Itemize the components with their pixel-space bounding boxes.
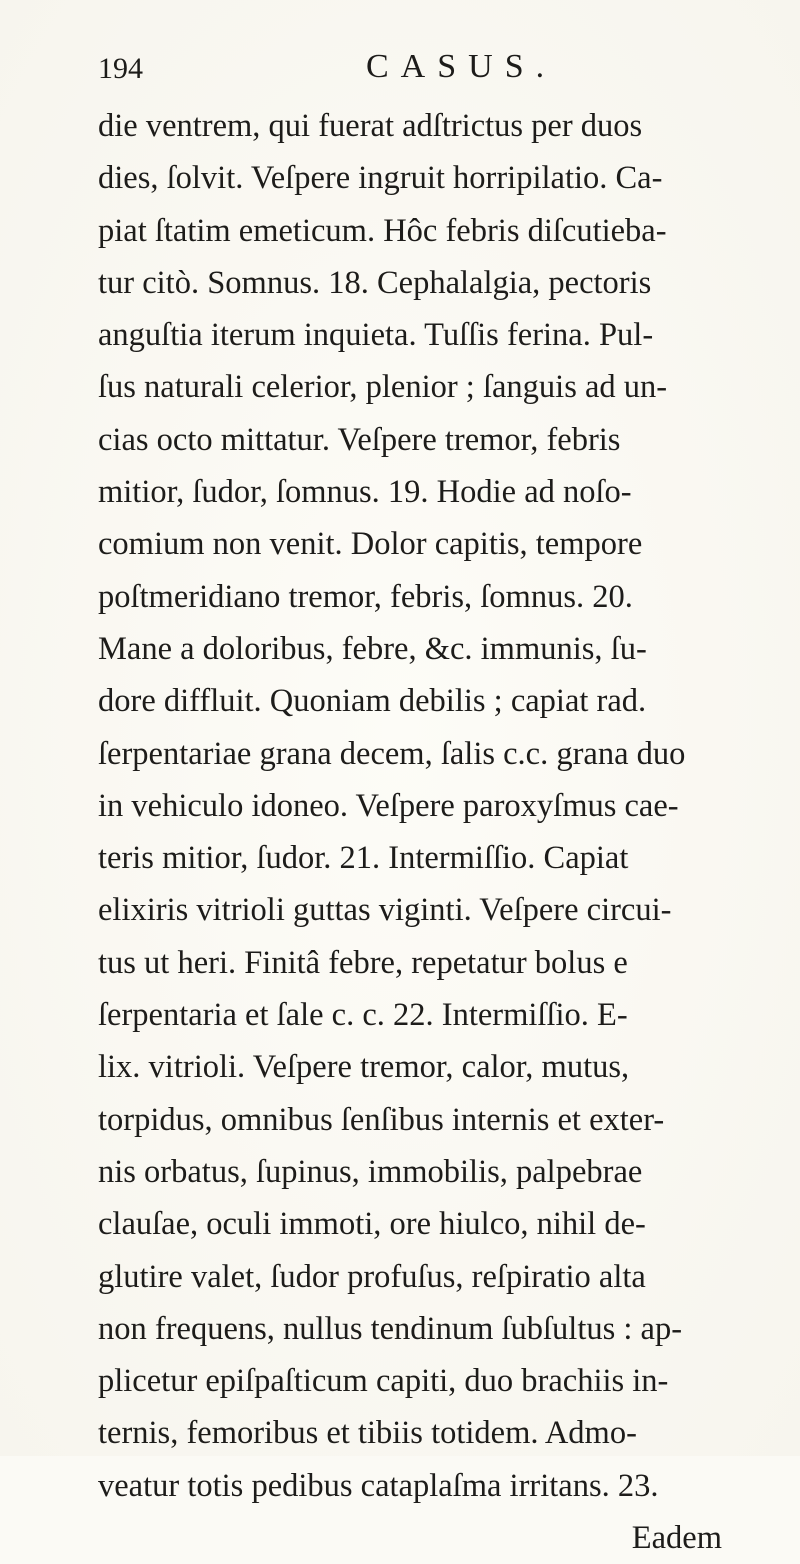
catchword: Eadem	[631, 1520, 722, 1557]
text-line: ternis, femoribus et tibiis totidem. Admo-	[98, 1415, 637, 1452]
text-line: nis orbatus, ſupinus, immobilis, palpebrae	[98, 1153, 643, 1190]
text-line: tur citò. Somnus. 18. Cephalalgia, pectoris	[98, 264, 652, 301]
text-line: glutire valet, ſudor profuſus, reſpiratio alta	[98, 1258, 646, 1295]
text-line: in vehiculo idoneo. Veſpere paroxyſmus cae-	[98, 787, 679, 824]
text-line: teris mitior, ſudor. 21. Intermiſſio. Capiat	[98, 840, 629, 877]
text-line: cias octo mittatur. Veſpere tremor, febris	[98, 421, 621, 458]
text-line: ſus naturali celerior, plenior ; ſanguis ad un-	[98, 369, 668, 406]
text-line: ſerpentaria et ſale c. c. 22. Intermiſſio. E-	[98, 997, 628, 1034]
text-line: veatur totis pedibus cataplaſma irritans. 23.	[98, 1467, 659, 1504]
text-line: poſtmeridiano tremor, febris, ſomnus. 20.	[98, 578, 633, 615]
text-line: dore diffluit. Quoniam debilis ; capiat rad.	[98, 683, 647, 720]
running-head: CASUS.	[366, 48, 557, 85]
text-line: dies, ſolvit. Veſpere ingruit horripilatio. Ca-	[98, 160, 663, 197]
text-line: clauſae, oculi immoti, ore hiulco, nihil de-	[98, 1206, 646, 1243]
text-line: anguſtia iterum inquieta. Tuſſis ferina. Pul-	[98, 317, 654, 354]
page-header	[98, 48, 738, 92]
text-line: torpidus, omnibus ſenſibus internis et exter-	[98, 1101, 665, 1138]
text-line: Mane a doloribus, febre, &c. immunis, ſu-	[98, 630, 647, 667]
text-line: elixiris vitrioli guttas viginti. Veſpere circui-	[98, 892, 672, 929]
body-text	[98, 100, 768, 1564]
text-line: die ventrem, qui fuerat adſtrictus per duos	[98, 108, 643, 144]
text-line: non frequens, nullus tendinum ſubſultus : ap-	[98, 1310, 683, 1347]
text-line: comium non venit. Dolor capitis, tempore	[98, 526, 643, 563]
text-line: piat ſtatim emeticum. Hôc febris diſcutieba-	[98, 212, 667, 249]
text-line: ſerpentariae grana decem, ſalis c.c. grana duo	[98, 735, 686, 772]
text-line: plicetur epiſpaſticum capiti, duo brachiis in-	[98, 1363, 669, 1400]
text-line: lix. vitrioli. Veſpere tremor, calor, mutus,	[98, 1049, 630, 1086]
text-line: mitior, ſudor, ſomnus. 19. Hodie ad noſo-	[98, 474, 632, 511]
text-line: tus ut heri. Finitâ febre, repetatur bolus e	[98, 944, 628, 981]
page-number: 194	[98, 52, 143, 85]
